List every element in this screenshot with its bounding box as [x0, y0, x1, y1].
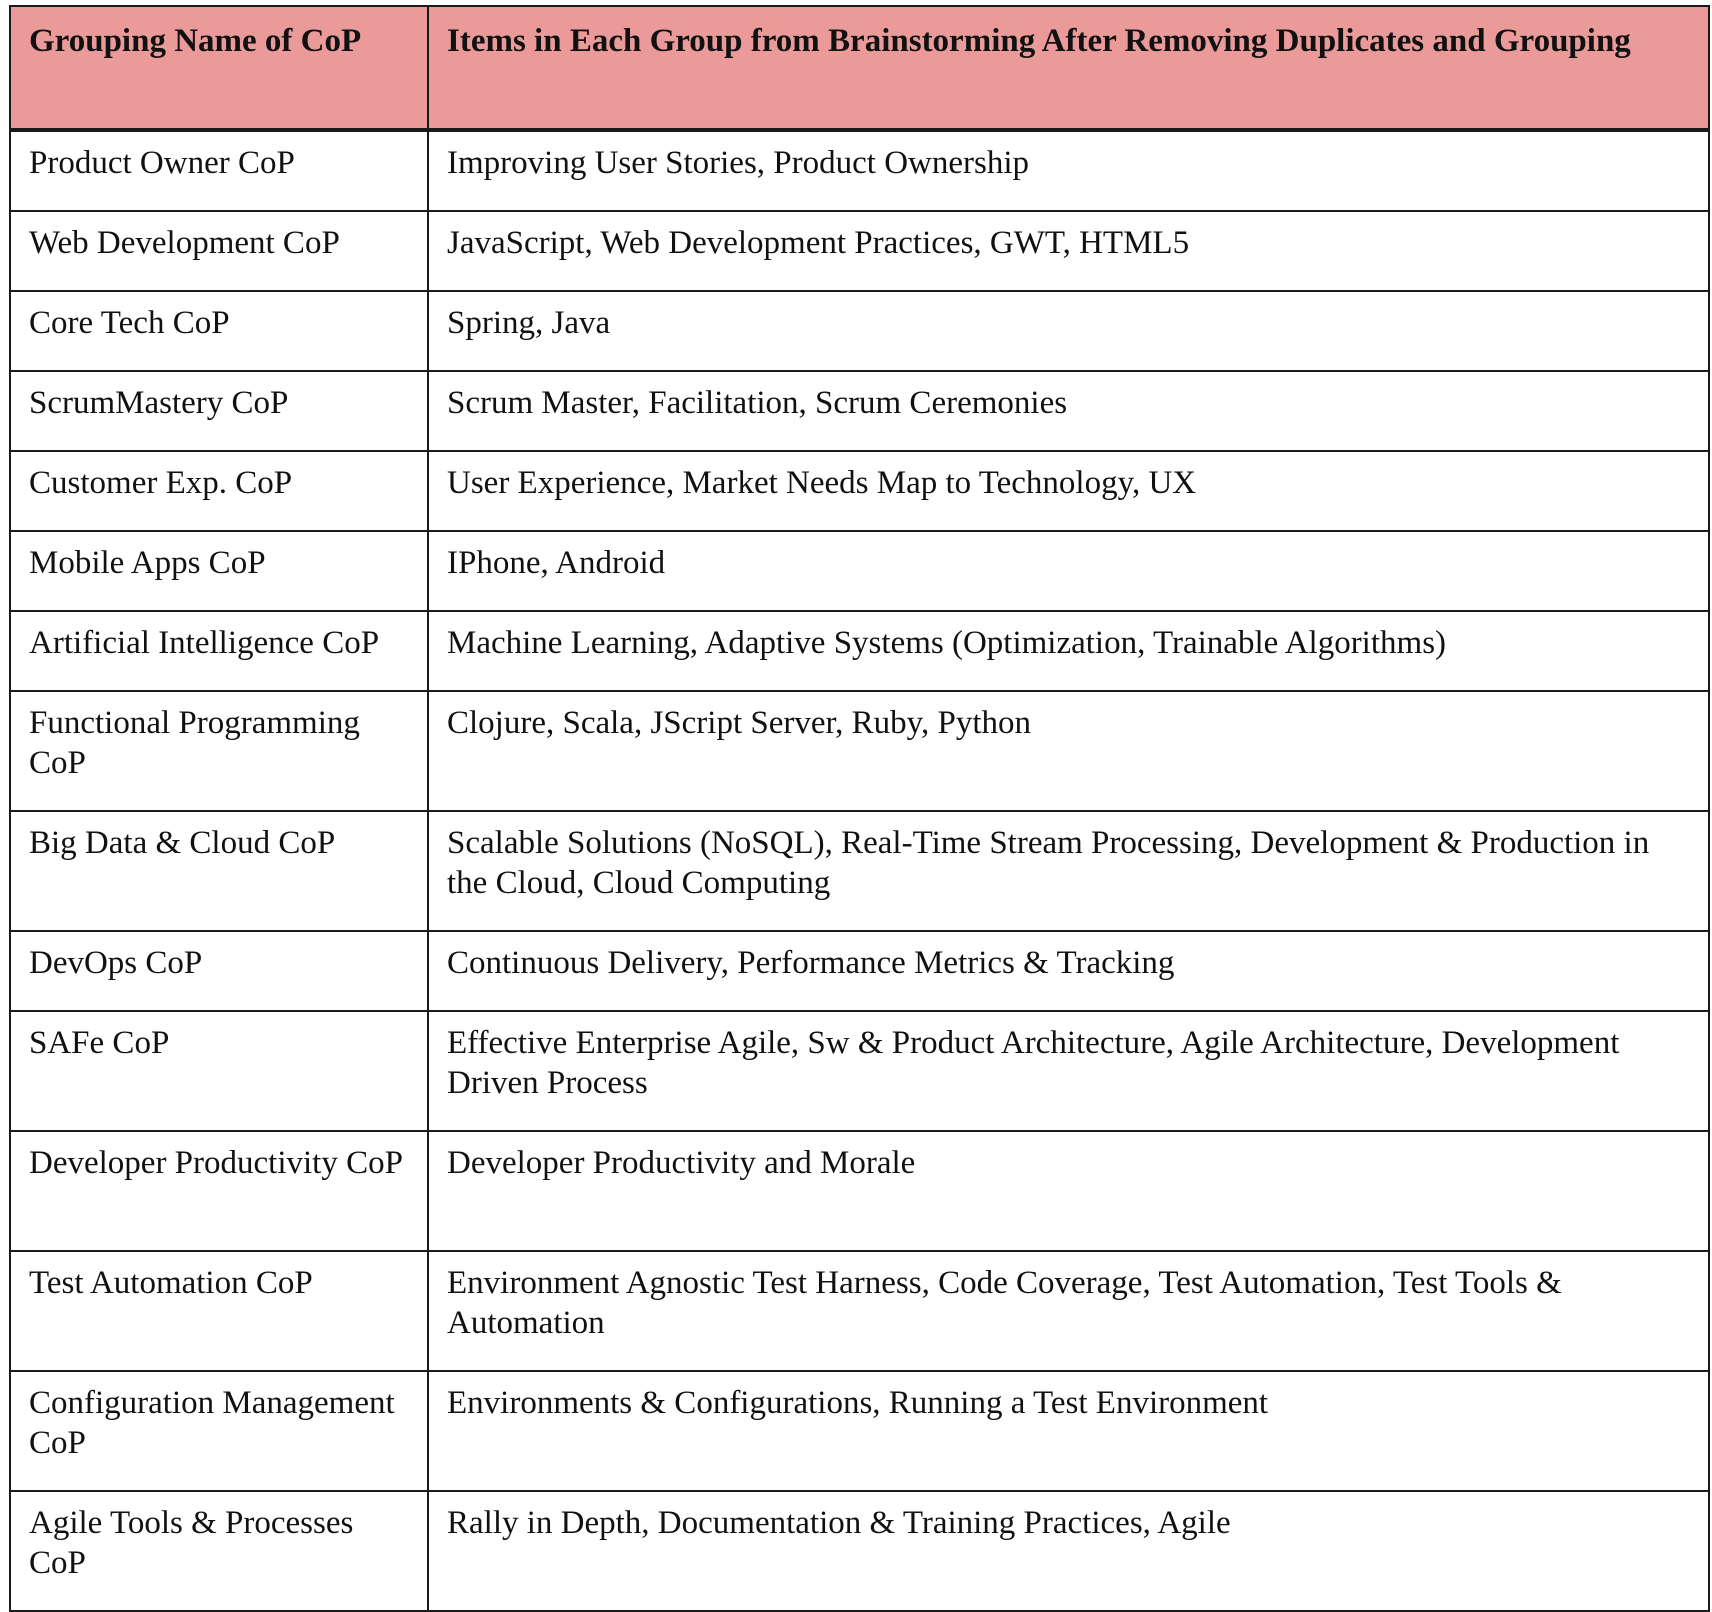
- group-name-cell: Test Automation CoP: [10, 1251, 428, 1371]
- table-row: [10, 811, 1709, 931]
- table-row: [10, 451, 1709, 531]
- header-items: Items in Each Group from Brainstorming After Removing Duplicates and Grouping: [428, 6, 1709, 130]
- cop-grouping-table: [9, 5, 1710, 1612]
- items-cell: Scalable Solutions (NoSQL), Real-Time Stream Processing, Development & Production in the Cloud, Cloud Computing: [428, 811, 1709, 931]
- items-cell: Developer Productivity and Morale: [428, 1131, 1709, 1251]
- group-name-cell: Core Tech CoP: [10, 291, 428, 371]
- group-name-cell: Developer Productivity CoP: [10, 1131, 428, 1251]
- table-row: [10, 371, 1709, 451]
- table-row: [10, 211, 1709, 291]
- table-row: [10, 611, 1709, 691]
- table-row: [10, 931, 1709, 1011]
- group-name-cell: Mobile Apps CoP: [10, 531, 428, 611]
- items-cell: User Experience, Market Needs Map to Technology, UX: [428, 451, 1709, 531]
- table-row: [10, 1371, 1709, 1491]
- group-name-cell: DevOps CoP: [10, 931, 428, 1011]
- items-cell: Environment Agnostic Test Harness, Code Coverage, Test Automation, Test Tools & Automation: [428, 1251, 1709, 1371]
- group-name-cell: Product Owner CoP: [10, 130, 428, 211]
- items-cell: IPhone, Android: [428, 531, 1709, 611]
- items-cell: Improving User Stories, Product Ownership: [428, 130, 1709, 211]
- table-row: [10, 691, 1709, 811]
- table-row: [10, 291, 1709, 371]
- group-name-cell: Big Data & Cloud CoP: [10, 811, 428, 931]
- table-row: [10, 531, 1709, 611]
- table-row: [10, 1011, 1709, 1131]
- group-name-cell: Artificial Intelligence CoP: [10, 611, 428, 691]
- table-row: [10, 130, 1709, 211]
- header-row: [10, 6, 1709, 130]
- items-cell: Environments & Configurations, Running a Test Environment: [428, 1371, 1709, 1491]
- items-cell: Machine Learning, Adaptive Systems (Optimization, Trainable Algorithms): [428, 611, 1709, 691]
- items-cell: Spring, Java: [428, 291, 1709, 371]
- items-cell: Rally in Depth, Documentation & Training Practices, Agile: [428, 1491, 1709, 1611]
- items-cell: Effective Enterprise Agile, Sw & Product Architecture, Agile Architecture, Development Driven Process: [428, 1011, 1709, 1131]
- items-cell: Clojure, Scala, JScript Server, Ruby, Python: [428, 691, 1709, 811]
- header-group-name: Grouping Name of CoP: [10, 6, 428, 130]
- items-cell: JavaScript, Web Development Practices, GWT, HTML5: [428, 211, 1709, 291]
- table-row: [10, 1491, 1709, 1611]
- group-name-cell: ScrumMastery CoP: [10, 371, 428, 451]
- group-name-cell: Customer Exp. CoP: [10, 451, 428, 531]
- group-name-cell: SAFe CoP: [10, 1011, 428, 1131]
- group-name-cell: Web Development CoP: [10, 211, 428, 291]
- table-row: [10, 1251, 1709, 1371]
- group-name-cell: Functional Programming CoP: [10, 691, 428, 811]
- group-name-cell: Agile Tools & Processes CoP: [10, 1491, 428, 1611]
- group-name-cell: Configuration Management CoP: [10, 1371, 428, 1491]
- items-cell: Continuous Delivery, Performance Metrics & Tracking: [428, 931, 1709, 1011]
- items-cell: Scrum Master, Facilitation, Scrum Ceremonies: [428, 371, 1709, 451]
- table-row: [10, 1131, 1709, 1251]
